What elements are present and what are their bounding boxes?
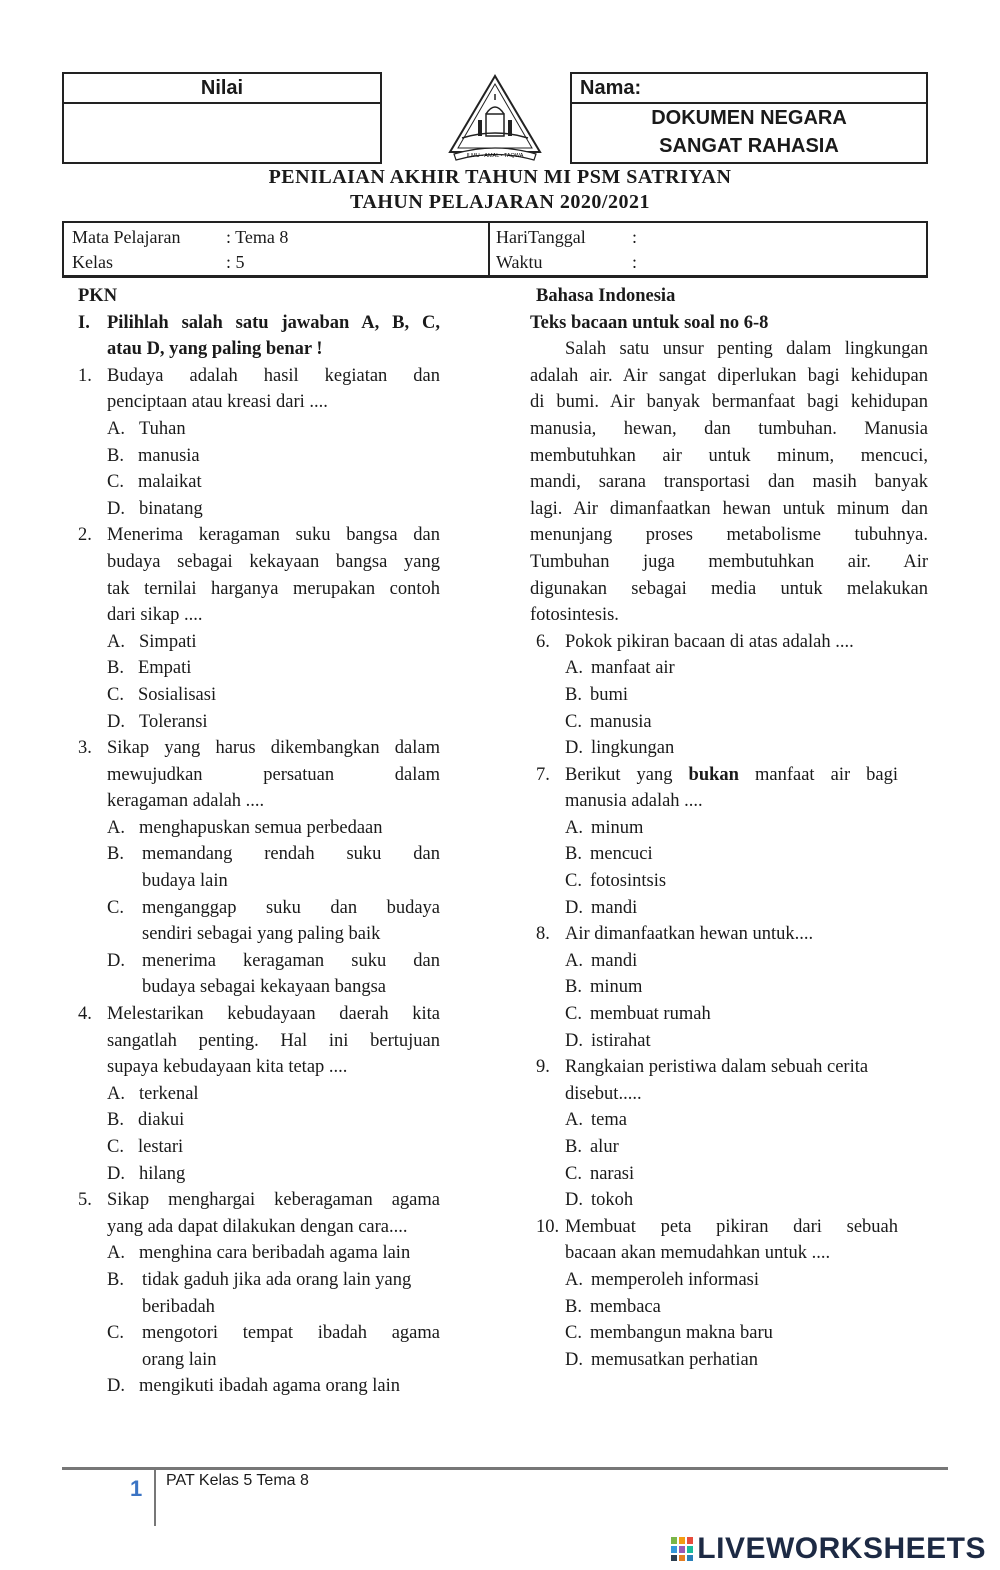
question-number: 2. <box>78 525 92 546</box>
option-d[interactable]: D. istirahat <box>565 1030 651 1051</box>
kelas-label: Kelas <box>72 252 113 272</box>
question-text: Sikap menghargai keberagaman agama <box>107 1190 440 1211</box>
option-c[interactable]: C. menganggap suku dan budaya sendiri sebagai yang paling baik <box>107 897 440 945</box>
footer-divider <box>62 1467 948 1470</box>
question-text: mewujudkan persatuan dalam <box>107 764 440 785</box>
question-text: manusia adalah .... <box>565 791 703 812</box>
option-b[interactable]: B. diakui <box>107 1110 185 1131</box>
option-a[interactable]: A. menghina cara beribadah agama lain <box>107 1243 411 1264</box>
logo-text: ILMU - AMAL - TAQWA <box>466 153 524 159</box>
question-number: 10. <box>536 1216 560 1237</box>
question-text: dari sikap .... <box>107 605 203 626</box>
question-text: bacaan akan memudahkan untuk .... <box>565 1243 831 1264</box>
option-b[interactable]: B. membaca <box>565 1296 661 1317</box>
option-a[interactable]: A. terkenal <box>107 1083 199 1104</box>
question-number: 8. <box>536 924 550 945</box>
question-number: 3. <box>78 738 92 759</box>
kelas-value: : 5 <box>226 252 245 272</box>
question-text: Membuat peta pikiran dari sebuah <box>565 1216 898 1237</box>
option-a[interactable]: A. menghapuskan semua perbedaan <box>107 817 383 838</box>
option-c[interactable]: C. manusia <box>565 711 652 732</box>
question-text: supaya kebudayaan kita tetap .... <box>107 1057 348 1078</box>
reading-passage: Salah satu unsur penting dalam lingkungan adalah air. Air sangat diperlukan bagi kehidupan di bumi. Air banyak bermanfaat bagi kehidupan manusia, hewan, dan tumbuhan. Manusia membutuhkan air untuk minum, mencuci, mandi, sarana transportasi dan masih banyak lagi. Air dimanfaatkan hewan untuk minum dan menunjang proses metabolisme tubuhnya. Tumbuhan juga membutuhkan air. Air digunakan sebagai media untuk melakukan fotosintesis. <box>530 339 928 626</box>
subject-bahasa: Bahasa Indonesia <box>536 286 676 306</box>
left-column <box>78 283 440 1400</box>
option-d[interactable]: D. Toleransi <box>107 711 208 732</box>
question-text: tak ternilai harganya merupakan contoh <box>107 578 440 599</box>
option-d[interactable]: D. tokoh <box>565 1190 634 1211</box>
option-b[interactable]: B. alur <box>565 1137 619 1157</box>
question-text: sangatlah penting. Hal ini bertujuan <box>107 1030 440 1051</box>
question-text: penciptaan atau kreasi dari .... <box>107 392 328 413</box>
question-text: Berikut yang bukan manfaat air bagi <box>565 764 899 785</box>
option-b[interactable]: B. minum <box>565 977 643 998</box>
option-d[interactable]: D. memusatkan perhatian <box>565 1349 758 1370</box>
option-c[interactable]: C. lestari <box>107 1137 184 1157</box>
question-text: Pokok pikiran bacaan di atas adalah .... <box>565 631 854 652</box>
option-b[interactable]: B. memandang rendah suku dan budaya lain <box>107 844 440 892</box>
question-number: 9. <box>536 1057 550 1078</box>
question-1 <box>78 363 440 523</box>
liveworksheets-brand[interactable] <box>671 1532 986 1566</box>
instruction-line-1: Pilihlah salah satu jawaban A, B, C, <box>107 312 440 333</box>
doc-line-1: DOKUMEN NEGARA <box>651 107 847 129</box>
subject-pkn: PKN <box>78 286 118 306</box>
option-d[interactable]: D. menerima keragaman suku dan budaya sebagai kekayaan bangsa <box>107 950 440 998</box>
option-c[interactable]: C. mengotori tempat ibadah agama orang lain <box>107 1323 440 1370</box>
question-text: Air dimanfaatkan hewan untuk.... <box>565 924 814 945</box>
question-text: yang ada dapat dilakukan dengan cara.... <box>107 1216 408 1237</box>
option-c[interactable]: C. malaikat <box>107 472 202 493</box>
question-text: Rangkaian peristiwa dalam sebuah cerita <box>565 1057 869 1078</box>
info-table <box>62 221 928 278</box>
document-classification <box>570 102 928 164</box>
waktu-label: Waktu <box>496 252 543 272</box>
option-d[interactable]: D. mandi <box>565 897 638 918</box>
option-a[interactable]: A. memperoleh informasi <box>565 1269 759 1290</box>
reading-title: Teks bacaan untuk soal no 6-8 <box>530 312 769 333</box>
right-column <box>530 283 928 1373</box>
question-text: budaya sebagai kekayaan bangsa yang <box>107 551 440 572</box>
option-a[interactable]: A. minum <box>565 817 644 838</box>
hari-value[interactable]: : <box>632 227 638 247</box>
option-b[interactable]: B. manusia <box>107 445 200 466</box>
instruction-line-2: atau D, yang paling benar ! <box>107 339 323 360</box>
option-a[interactable]: A. Tuhan <box>107 418 186 439</box>
option-d[interactable]: D. binatang <box>107 498 203 519</box>
option-d[interactable]: D. hilang <box>107 1163 186 1184</box>
question-8 <box>530 921 898 1054</box>
question-number: 6. <box>536 631 550 652</box>
question-number: 4. <box>78 1004 92 1025</box>
question-text: disebut..... <box>565 1083 642 1104</box>
mapel-label: Mata Pelajaran <box>72 227 181 247</box>
question-7 <box>530 762 898 922</box>
question-text: Sikap yang harus dikembangkan dalam <box>107 738 440 759</box>
instruction-number: I. <box>78 312 90 333</box>
option-b[interactable]: B. tidak gaduh jika ada orang lain yang beribadah <box>107 1269 412 1317</box>
footer-text: PAT Kelas 5 Tema 8 <box>166 1472 309 1489</box>
option-b[interactable]: B. mencuci <box>565 844 653 865</box>
question-9 <box>530 1054 898 1214</box>
question-number: 1. <box>78 365 92 386</box>
footer-vertical-divider <box>154 1470 156 1526</box>
option-b[interactable]: B. bumi <box>565 684 628 705</box>
school-logo <box>440 72 550 164</box>
nama-label: Nama: <box>570 72 928 104</box>
question-number: 5. <box>78 1190 92 1211</box>
option-b[interactable]: B. Empati <box>107 658 192 679</box>
option-d[interactable]: D. mengikuti ibadah agama orang lain <box>107 1376 400 1397</box>
question-3 <box>78 735 440 1001</box>
question-text: Budaya adalah hasil kegiatan dan <box>107 365 440 386</box>
option-d[interactable]: D. lingkungan <box>565 738 675 759</box>
doc-line-2: SANGAT RAHASIA <box>659 135 839 157</box>
nilai-field[interactable] <box>62 102 382 164</box>
option-a[interactable]: A. manfaat air <box>565 658 675 679</box>
option-c[interactable]: C. fotosintsis <box>565 871 667 892</box>
option-a[interactable]: A. Simpati <box>107 631 197 652</box>
question-4 <box>78 1001 440 1187</box>
hari-label: HariTanggal <box>496 227 586 247</box>
mapel-value: : Tema 8 <box>226 227 289 247</box>
page-number: 1 <box>130 1476 143 1501</box>
question-6 <box>530 629 898 762</box>
option-a[interactable]: A. mandi <box>565 950 638 971</box>
exam-year: TAHUN PELAJARAN 2020/2021 <box>350 191 650 213</box>
nilai-label: Nilai <box>62 72 382 104</box>
question-10 <box>530 1214 898 1374</box>
waktu-value[interactable]: : <box>632 252 638 272</box>
question-text: keragaman adalah .... <box>107 791 265 812</box>
question-text: Melestarikan kebudayaan daerah kita <box>107 1004 440 1025</box>
option-c[interactable]: C. Sosialisasi <box>107 684 217 705</box>
option-c[interactable]: C. membuat rumah <box>565 1004 711 1025</box>
question-2 <box>78 522 440 735</box>
option-a[interactable]: A. tema <box>565 1110 627 1131</box>
option-c[interactable]: C. membangun makna baru <box>565 1323 773 1344</box>
liveworksheets-logo-icon <box>671 1535 693 1559</box>
exam-title: PENILAIAN AKHIR TAHUN MI PSM SATRIYAN <box>268 166 732 188</box>
question-number: 7. <box>536 764 550 785</box>
option-c[interactable]: C. narasi <box>565 1163 635 1184</box>
brand-text: LIVEWORKSHEETS <box>697 1532 986 1565</box>
question-text: Menerima keragaman suku bangsa dan <box>107 525 440 546</box>
question-5 <box>78 1187 440 1400</box>
